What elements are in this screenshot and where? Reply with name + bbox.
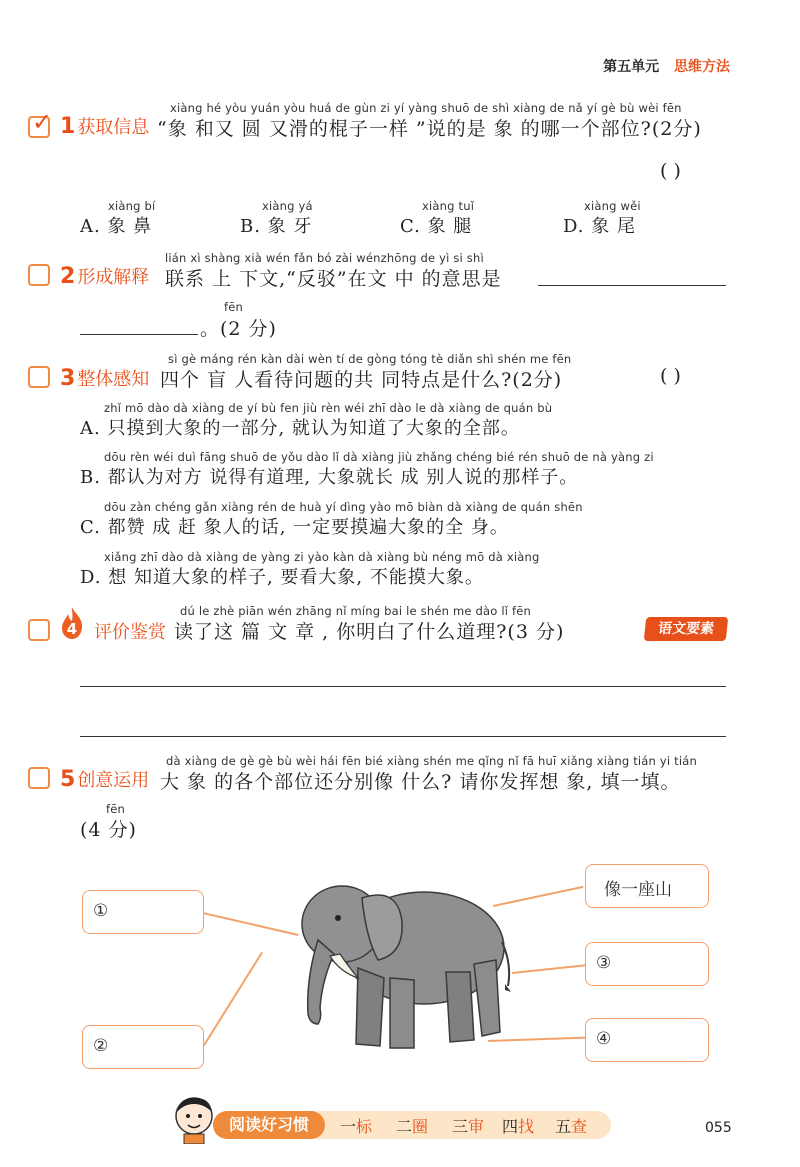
q1-option-b[interactable]: B. 象 牙 bbox=[240, 216, 313, 237]
habit-step-4-word: 找 bbox=[518, 1117, 535, 1136]
habit-step-3 bbox=[452, 1114, 484, 1137]
q3-checkbox[interactable] bbox=[28, 366, 50, 388]
page-number: 055 bbox=[705, 1120, 732, 1136]
q2-checkbox[interactable] bbox=[28, 264, 50, 286]
answer-box-back[interactable] bbox=[585, 864, 709, 908]
habit-step-1-num: 一 bbox=[340, 1117, 357, 1136]
q5-skill: 创意运用 bbox=[77, 770, 150, 791]
q1-question: “象 和又 圆 又滑的棍子一样 ”说的是 象 的哪一个部位?(2分) bbox=[157, 118, 702, 140]
q2-skill: 形成解释 bbox=[77, 267, 150, 288]
q2-pinyin: lián xì shàng xià wén fǎn bó zài wénzhōng de yì si shì bbox=[165, 251, 484, 265]
q4-label bbox=[94, 618, 166, 644]
q3-pinyin: sì gè máng rén kàn dài wèn tí de gòng tóng tè diǎn shì shén me fēn bbox=[168, 352, 572, 366]
q1-option-c[interactable]: C. 象 腿 bbox=[400, 216, 473, 237]
q4-question: 读了这 篇 文 章 , 你明白了什么道理?(3 分) bbox=[174, 621, 565, 643]
q4-checkbox[interactable] bbox=[28, 619, 50, 641]
answer-box-1-label: ① bbox=[93, 901, 109, 921]
q1-option-a-pinyin: xiàng bí bbox=[108, 199, 156, 213]
habit-step-2-word: 圈 bbox=[412, 1117, 429, 1136]
elephant-illustration bbox=[278, 868, 518, 1058]
q1-skill: 获取信息 bbox=[77, 117, 150, 138]
chinese-element-badge: 语文要素 bbox=[644, 617, 729, 641]
answer-box-1[interactable] bbox=[82, 890, 204, 934]
connector-line-4 bbox=[512, 964, 586, 973]
q1-option-a[interactable]: A. 象 鼻 bbox=[80, 216, 153, 237]
q3-question: 四个 盲 人看待问题的共 同特点是什么?(2分) bbox=[160, 369, 563, 391]
q2-score: 。(2 分) bbox=[200, 318, 277, 340]
q1-pinyin: xiàng hé yòu yuán yòu huá de gùn zi yí yàng shuō de shì xiàng de nǎ yí gè bù wèi fēn bbox=[170, 101, 682, 115]
q1-label bbox=[60, 113, 149, 139]
habit-step-5 bbox=[555, 1114, 587, 1137]
habit-step-2 bbox=[396, 1114, 428, 1137]
q2-pinyin-2: fēn bbox=[224, 300, 244, 314]
q3-skill: 整体感知 bbox=[77, 369, 150, 390]
q2-answer-blank-2[interactable] bbox=[80, 334, 198, 335]
answer-box-3-label: ③ bbox=[596, 953, 612, 973]
q1-option-b-pinyin: xiàng yá bbox=[262, 199, 313, 213]
q3-option-c-pinyin: dōu zàn chéng gǎn xiàng rén de huà yí dìng yào mō biàn dà xiàng de quán shēn bbox=[104, 500, 583, 514]
page-header bbox=[603, 56, 730, 76]
answer-box-4[interactable] bbox=[585, 1018, 709, 1062]
q4-answer-line-2[interactable] bbox=[80, 736, 726, 737]
habit-step-3-word: 审 bbox=[468, 1117, 485, 1136]
q1-option-c-pinyin: xiàng tuǐ bbox=[422, 199, 475, 213]
flame-icon bbox=[59, 606, 85, 640]
q2-answer-blank-1[interactable] bbox=[538, 285, 726, 286]
q5-score: (4 分) bbox=[80, 819, 137, 841]
habit-step-1 bbox=[340, 1114, 372, 1137]
q5-pinyin-2: fēn bbox=[106, 802, 126, 816]
q1-option-d[interactable]: D. 象 尾 bbox=[563, 216, 636, 237]
q5-number: 5 bbox=[60, 767, 76, 792]
q4-skill: 评价鉴赏 bbox=[94, 622, 166, 643]
q4-answer-line-1[interactable] bbox=[80, 686, 726, 687]
answer-box-back-label: 像一座山 bbox=[604, 880, 672, 900]
connector-line-2 bbox=[203, 952, 263, 1046]
q1-option-d-pinyin: xiàng wěi bbox=[584, 199, 641, 213]
q3-option-d[interactable]: D. 想 知道大象的样子, 要看大象, 不能摸大象。 bbox=[80, 567, 484, 588]
q4-number: 4 bbox=[66, 620, 78, 638]
q3-answer-paren[interactable]: ( ) bbox=[660, 365, 681, 387]
q3-option-a-pinyin: zhǐ mō dào dà xiàng de yí bù fen jiù rèn wéi zhī dào le dà xiàng de quán bù bbox=[104, 401, 553, 415]
answer-box-4-label: ④ bbox=[596, 1029, 612, 1049]
q1-checkbox[interactable] bbox=[28, 108, 53, 138]
answer-box-3[interactable] bbox=[585, 942, 709, 986]
q3-option-d-pinyin: xiǎng zhī dào dà xiàng de yàng zi yào kàn dà xiàng bù néng mō dà xiàng bbox=[104, 550, 540, 564]
q2-label bbox=[60, 263, 149, 289]
habit-step-4-num: 四 bbox=[502, 1117, 519, 1136]
boy-mascot-icon bbox=[170, 1092, 218, 1144]
habit-step-3-num: 三 bbox=[452, 1117, 469, 1136]
q3-option-a[interactable]: A. 只摸到大象的一部分, 就认为知道了大象的全部。 bbox=[80, 418, 520, 439]
habit-step-2-num: 二 bbox=[396, 1117, 413, 1136]
q5-label bbox=[60, 766, 149, 792]
q3-label bbox=[60, 365, 149, 391]
habit-step-4 bbox=[502, 1114, 534, 1137]
habit-step-5-num: 五 bbox=[555, 1117, 572, 1136]
habit-step-5-word: 查 bbox=[571, 1117, 588, 1136]
reading-habits-title: 阅读好习惯 bbox=[213, 1111, 325, 1139]
q2-number: 2 bbox=[60, 264, 76, 289]
q3-option-b-pinyin: dōu rèn wéi duì fāng shuō de yǒu dào lǐ dà xiàng jiù zhǎng chéng bié rén shuō de nà yàng zi bbox=[104, 450, 654, 464]
q4-pinyin: dú le zhè piān wén zhāng nǐ míng bai le shén me dào lǐ fēn bbox=[180, 604, 531, 618]
unit-title: 第五单元 bbox=[603, 59, 660, 75]
answer-box-2[interactable] bbox=[82, 1025, 204, 1069]
q5-checkbox[interactable] bbox=[28, 767, 50, 789]
q1-number: 1 bbox=[60, 114, 76, 139]
q5-pinyin: dà xiàng de gè gè bù wèi hái fēn bié xiàng shén me qǐng nǐ fā huī xiǎng xiàng tián yi tián bbox=[166, 754, 697, 768]
q3-option-c[interactable]: C. 都赞 成 赶 象人的话, 一定要摸遍大象的全 身。 bbox=[80, 517, 509, 538]
answer-box-2-label: ② bbox=[93, 1036, 109, 1056]
unit-topic: 思维方法 bbox=[674, 59, 730, 75]
q1-answer-paren[interactable]: ( ) bbox=[660, 160, 681, 182]
q3-option-b[interactable]: B. 都认为对方 说得有道理, 大象就长 成 别人说的那样子。 bbox=[80, 467, 579, 488]
q5-question: 大 象 的各个部位还分别像 什么? 请你发挥想 象, 填一填。 bbox=[160, 771, 681, 793]
checkmark-icon: ✓ bbox=[32, 108, 53, 136]
habit-step-1-word: 标 bbox=[356, 1117, 373, 1136]
q2-question: 联系 上 下文,“反驳”在文 中 的意思是 bbox=[165, 268, 502, 290]
q3-number: 3 bbox=[60, 366, 76, 391]
